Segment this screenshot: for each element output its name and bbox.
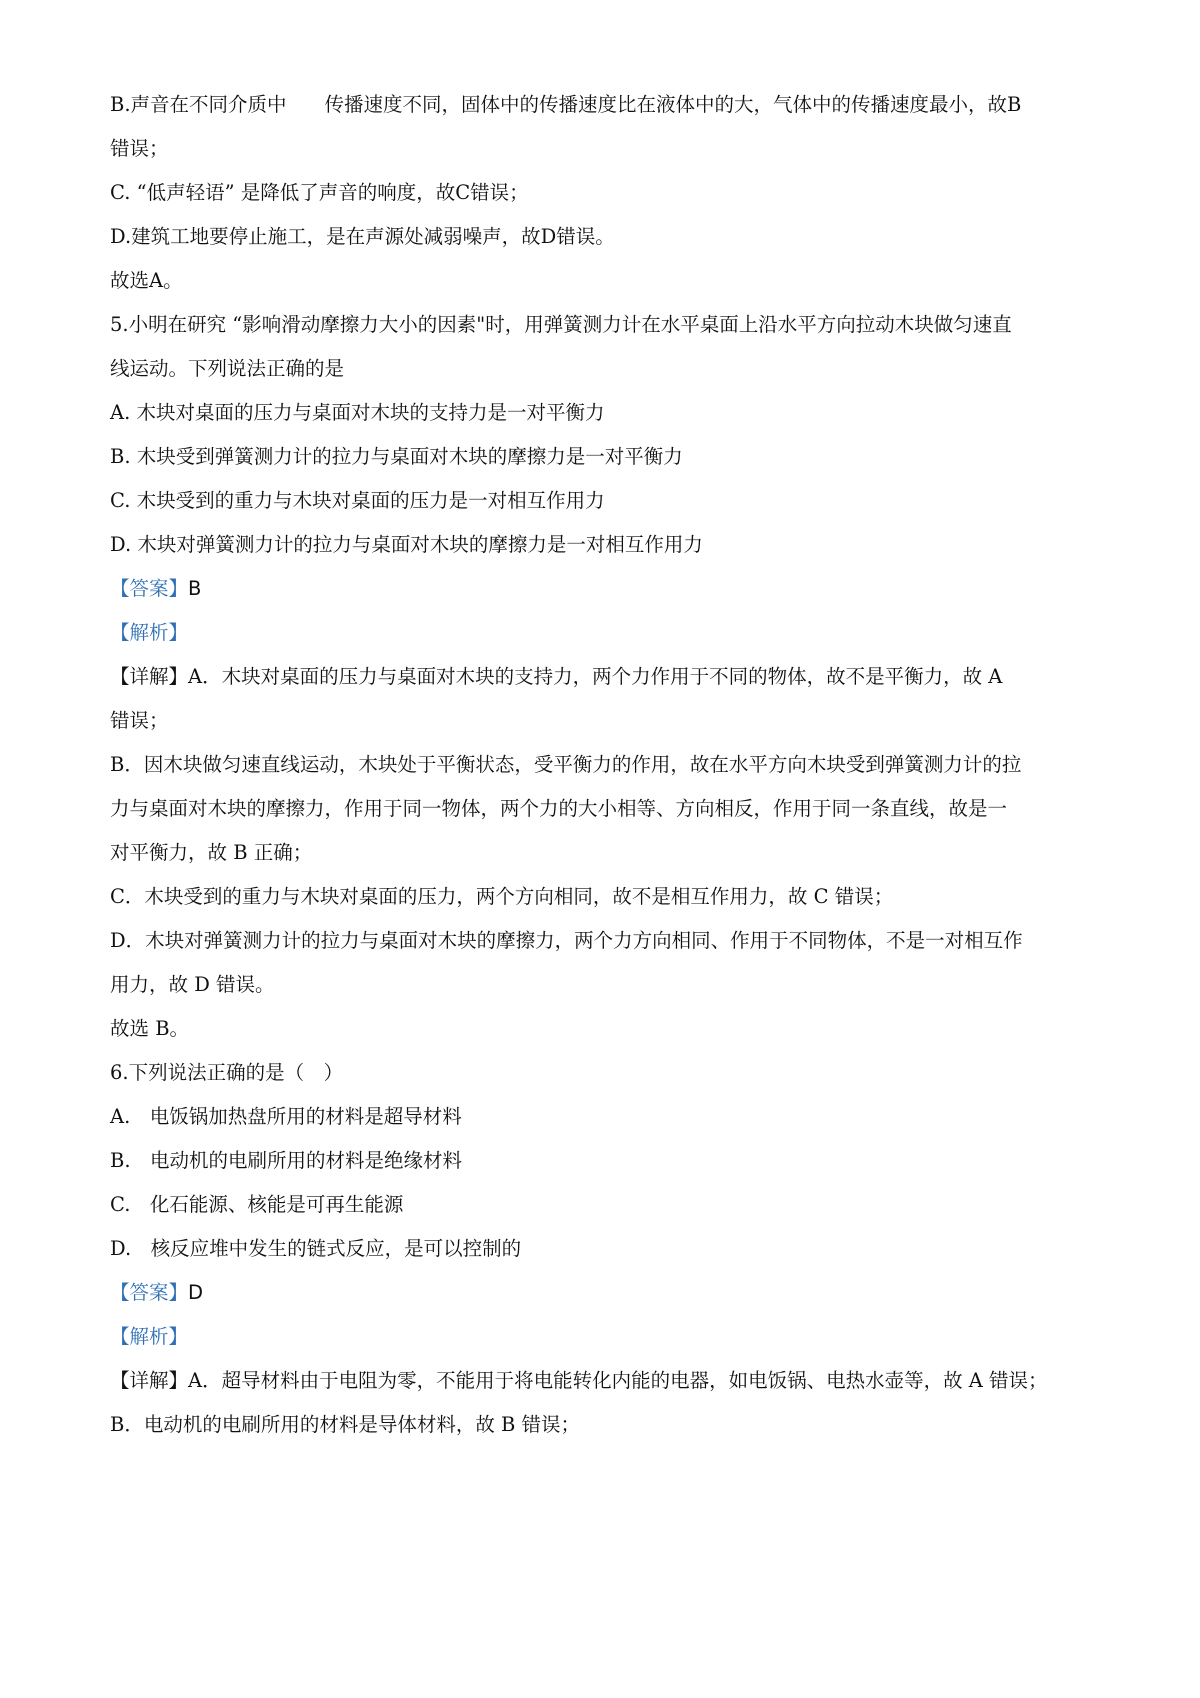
q6-answer (110, 1280, 1100, 1306)
q5-answer-value: B (188, 577, 202, 600)
q5-detail-d-2: 用力，故 D 错误。 (110, 973, 275, 996)
q5-detail-b-2: 力与桌面对木块的摩擦力，作用于同一物体，两个力的大小相等、方向相反，作用于同一条直线，故是一 (110, 797, 1008, 820)
q5-option-d: D. 木块对弹簧测力计的拉力与桌面对木块的摩擦力是一对相互作用力 (110, 533, 703, 556)
q5-conclusion: 故选 B。 (110, 1017, 190, 1040)
q6-option-c: C. 化石能源、核能是可再生能源 (110, 1193, 404, 1216)
q6-option-a: A. 电饭锅加热盘所用的材料是超导材料 (110, 1105, 462, 1128)
q6-answer-value: D (188, 1281, 204, 1304)
q6-detail-b: B．电动机的电刷所用的材料是导体材料，故 B 错误； (110, 1413, 581, 1436)
q5-answer-label: 【答案】 (110, 577, 189, 600)
q6-answer-label: 【答案】 (110, 1281, 189, 1304)
q5-detail-a-2: 错误； (110, 709, 169, 732)
q5-analysis-label: 【解析】 (110, 621, 189, 644)
q5-detail-a-1: 【详解】A．木块对桌面的压力与桌面对木块的支持力，两个力作用于不同的物体，故不是平衡力，故 A (110, 665, 1003, 688)
q5-option-b: B. 木块受到弹簧测力计的拉力与桌面对木块的摩擦力是一对平衡力 (110, 445, 683, 468)
q4-line-b-1 (110, 92, 1100, 118)
q6-option-b: B. 电动机的电刷所用的材料是绝缘材料 (110, 1149, 463, 1172)
q5-stem-2: 线运动。下列说法正确的是 (110, 357, 345, 380)
q5-answer (110, 576, 1100, 602)
q4-line-b-2: 错误； (110, 137, 169, 160)
q5-option-c: C. 木块受到的重力与木块对桌面的压力是一对相互作用力 (110, 489, 605, 512)
q5-detail-b-3: 对平衡力，故 B 正确； (110, 841, 313, 864)
q6-detail-a: 【详解】A．超导材料由于电阻为零，不能用于将电能转化内能的电器，如电饭锅、电热水壶等，故 A 错误； (110, 1369, 1048, 1392)
q6-stem: 6.下列说法正确的是（ ） (110, 1061, 344, 1084)
q4-line-b-1a: B.声音在不同介质中 (110, 93, 287, 116)
q6-option-d: D. 核反应堆中发生的链式反应，是可以控制的 (110, 1237, 522, 1260)
q5-detail-d-1: D．木块对弹簧测力计的拉力与桌面对木块的摩擦力，两个力方向相同、作用于不同物体，不是一对相互作 (110, 929, 1023, 952)
q4-line-b-1b: 传播速度不同，固体中的传播速度比在液体中的大，气体中的传播速度最小，故B (324, 93, 1022, 116)
q5-stem-1: 5.小明在研究 “影响滑动摩擦力大小的因素"时，用弹簧测力计在水平桌面上沿水平方向拉动木块做匀速直 (110, 313, 1012, 336)
q5-detail-b-1: B．因木块做匀速直线运动，木块处于平衡状态，受平衡力的作用，故在水平方向木块受到弹簧测力计的拉 (110, 753, 1022, 776)
q4-conclusion: 故选A。 (110, 269, 183, 292)
q4-line-d: D.建筑工地要停止施工，是在声源处减弱噪声，故D错误。 (110, 225, 615, 248)
q5-detail-c: C．木块受到的重力与木块对桌面的压力，两个方向相同，故不是相互作用力，故 C 错误； (110, 885, 894, 908)
q6-analysis-label: 【解析】 (110, 1325, 189, 1348)
q5-option-a: A. 木块对桌面的压力与桌面对木块的支持力是一对平衡力 (110, 401, 605, 424)
q4-line-c: C. “低声轻语” 是降低了声音的响度，故C错误； (110, 181, 529, 204)
